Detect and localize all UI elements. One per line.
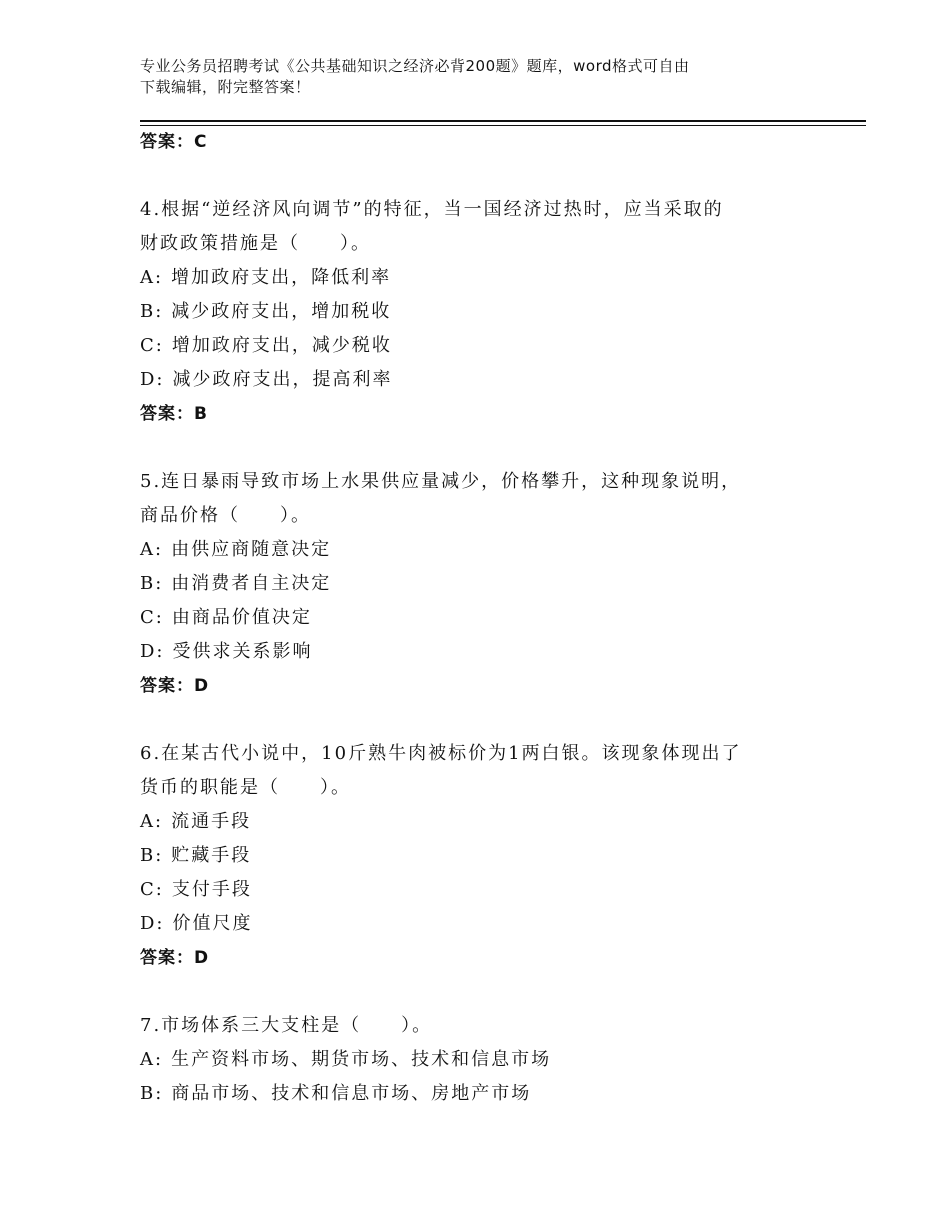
- option-text: 商品市场、技术和信息市场、房地产市场: [171, 1083, 532, 1104]
- question-6: [140, 737, 840, 975]
- option-text: 由消费者自主决定: [171, 573, 332, 594]
- question-stem: 7.市场体系三大支柱是（ ）。: [140, 1015, 433, 1036]
- question-stem: 5.连日暴雨导致市场上水果供应量减少，价格攀升，这种现象说明，: [140, 471, 742, 492]
- option-b: [140, 1077, 840, 1111]
- option-letter: A:: [140, 811, 164, 832]
- option-letter: A:: [140, 1049, 164, 1070]
- option-letter: A:: [140, 539, 164, 560]
- option-b: [140, 295, 840, 329]
- answer-line: 答案：D: [140, 948, 210, 968]
- option-b: [140, 839, 840, 873]
- option-a: [140, 1043, 840, 1077]
- option-d: [140, 907, 840, 941]
- option-text: 流通手段: [171, 811, 252, 832]
- question-7: [140, 1009, 840, 1111]
- option-letter: B:: [140, 573, 164, 594]
- option-letter: C:: [140, 879, 164, 900]
- header-line-2: 下载编辑，附完整答案！: [140, 78, 311, 96]
- option-letter: B:: [140, 845, 164, 866]
- option-b: [140, 567, 840, 601]
- option-letter: D:: [140, 369, 165, 390]
- option-text: 由商品价值决定: [171, 607, 312, 628]
- question-5: [140, 465, 840, 703]
- question-stem: 财政政策措施是（ ）。: [140, 233, 371, 254]
- option-letter: C:: [140, 335, 164, 356]
- option-text: 减少政府支出，增加税收: [171, 301, 392, 322]
- option-letter: D:: [140, 641, 165, 662]
- option-letter: B:: [140, 301, 164, 322]
- option-a: [140, 533, 840, 567]
- option-text: 增加政府支出，降低利率: [171, 267, 392, 288]
- question-content: [140, 125, 840, 1111]
- answer-line: 答案：C: [140, 132, 208, 152]
- question-stem: 货币的职能是（ ）。: [140, 777, 351, 798]
- option-a: [140, 805, 840, 839]
- document-header: [140, 56, 820, 98]
- option-text: 增加政府支出，减少税收: [171, 335, 392, 356]
- option-a: [140, 261, 840, 295]
- option-letter: A:: [140, 267, 164, 288]
- option-text: 价值尺度: [172, 913, 253, 934]
- header-rule-thick: [140, 120, 866, 122]
- question-stem: 6.在某古代小说中，10斤熟牛肉被标价为1两白银。该现象体现出了: [140, 743, 742, 764]
- option-d: [140, 363, 840, 397]
- option-text: 生产资料市场、期货市场、技术和信息市场: [171, 1049, 552, 1070]
- option-text: 支付手段: [171, 879, 252, 900]
- option-d: [140, 635, 840, 669]
- question-4: [140, 193, 840, 431]
- option-c: [140, 329, 840, 363]
- option-c: [140, 601, 840, 635]
- question-stem: 4.根据“逆经济风向调节”的特征，当一国经济过热时，应当采取的: [140, 199, 724, 220]
- option-letter: B:: [140, 1083, 164, 1104]
- option-c: [140, 873, 840, 907]
- question-stem: 商品价格（ ）。: [140, 505, 311, 526]
- option-letter: D:: [140, 913, 165, 934]
- option-text: 受供求关系影响: [172, 641, 313, 662]
- header-line-1: 专业公务员招聘考试《公共基础知识之经济必背200题》题库，word格式可自由: [140, 57, 690, 75]
- answer-line: 答案：D: [140, 676, 210, 696]
- option-text: 由供应商随意决定: [171, 539, 332, 560]
- option-letter: C:: [140, 607, 164, 628]
- option-text: 贮藏手段: [171, 845, 252, 866]
- option-text: 减少政府支出，提高利率: [172, 369, 393, 390]
- answer-line: 答案：B: [140, 404, 208, 424]
